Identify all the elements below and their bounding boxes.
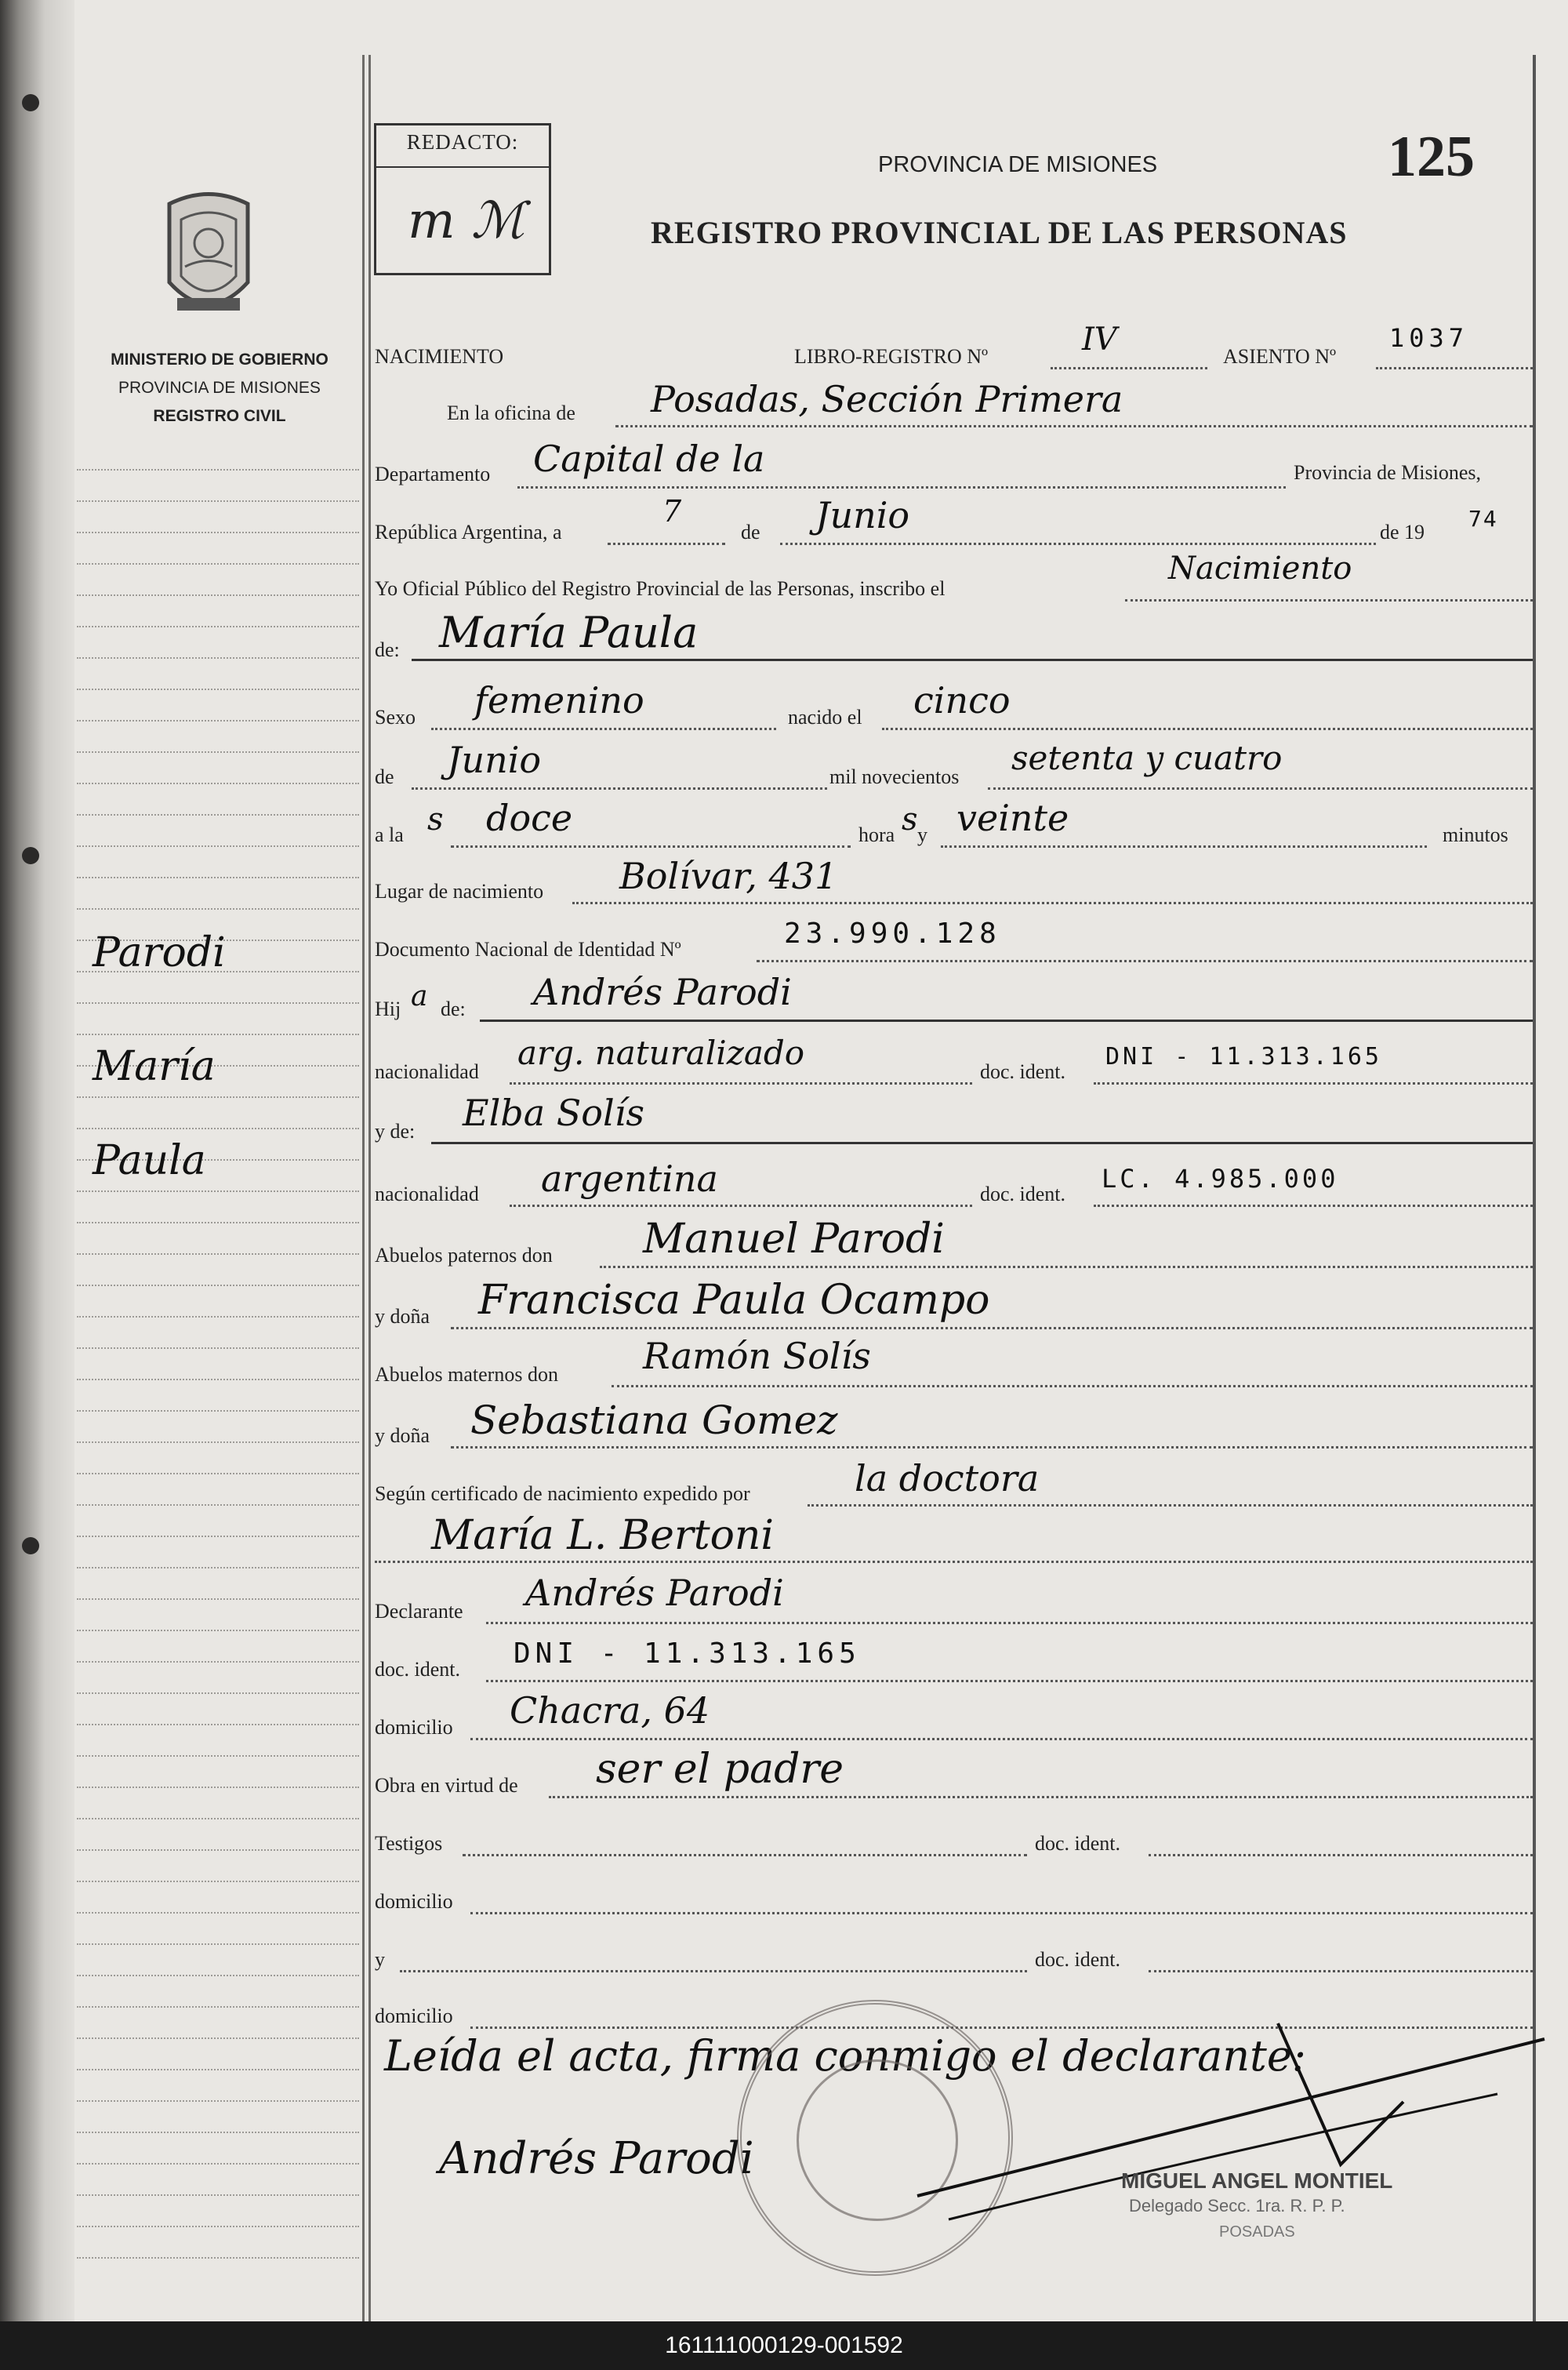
libro-value: IV <box>1082 322 1117 358</box>
libro-label: LIBRO-REGISTRO Nº <box>794 345 989 368</box>
mother-name-value: Elba Solís <box>463 1092 645 1134</box>
departamento-value: Capital de la <box>533 438 765 480</box>
docid-label: doc. ident. <box>980 1060 1066 1083</box>
ministry-name: MINISTERIO DE GOBIERNO <box>111 351 328 369</box>
sexo-label: Sexo <box>375 706 416 729</box>
nac2-label: nacionalidad <box>375 1183 479 1205</box>
hij-de-label: de: <box>441 998 466 1020</box>
ala-label: a la <box>375 823 404 846</box>
margin-first-name: María <box>93 1043 216 1090</box>
nac2-value: argentina <box>541 1158 718 1200</box>
cert-value: la doctora <box>855 1457 1040 1499</box>
horas-suffix: s <box>902 802 918 838</box>
decl-doc-value: DNI - 11.313.165 <box>514 1638 861 1670</box>
margin-ledger-lines <box>77 439 359 2259</box>
declarant-signature: Andrés Parodi <box>439 2133 754 2184</box>
declarante-label: Declarante <box>375 1600 463 1623</box>
binding-hole <box>22 847 39 864</box>
minutos-value: veinte <box>956 797 1069 839</box>
declarante-value: Andrés Parodi <box>525 1572 784 1614</box>
sexo-value: femenino <box>474 679 644 722</box>
child-name-value: María Paula <box>439 608 699 657</box>
nacido-value: cinco <box>913 679 1011 722</box>
oficina-label: En la oficina de <box>447 402 575 424</box>
mil-label: mil novecientos <box>829 765 960 788</box>
obra-value: ser el padre <box>596 1746 844 1793</box>
cert-value-2: María L. Bertoni <box>431 1512 775 1559</box>
ydona1-label: y doña <box>375 1305 430 1328</box>
father-doc-value: DNI - 11.313.165 <box>1105 1043 1382 1070</box>
obra-label: Obra en virtud de <box>375 1774 518 1797</box>
mother-doc-value: LC. 4.985.000 <box>1102 1164 1339 1194</box>
lugar-label: Lugar de nacimiento <box>375 880 544 903</box>
ministry-province: PROVINCIA DE MISIONES <box>118 379 321 397</box>
lugar-value: Bolívar, 431 <box>619 855 838 897</box>
anio-texto-value: setenta y cuatro <box>1011 739 1283 777</box>
y2-label: y <box>375 1948 385 1971</box>
official-role: Delegado Secc. 1ra. R. P. P. <box>1129 2196 1345 2216</box>
minutos-label: minutos <box>1443 823 1508 846</box>
redacto-box <box>374 123 551 275</box>
ab-pat2-value: Francisca Paula Ocampo <box>478 1277 990 1324</box>
oficina-value: Posadas, Sección Primera <box>651 378 1123 420</box>
nac1-label: nacionalidad <box>375 1060 479 1083</box>
province-title: PROVINCIA DE MISIONES <box>878 152 1158 177</box>
ministry-civil-registry: REGISTRO CIVIL <box>153 407 286 425</box>
nombre-de-label: de: <box>375 638 400 661</box>
official-place: POSADAS <box>1219 2223 1295 2241</box>
departamento-label: Departamento <box>375 463 491 485</box>
dom3-label: domicilio <box>375 2005 453 2027</box>
cert-label: Según certificado de nacimiento expedido por <box>375 1482 750 1505</box>
image-id-footer: 161111000129-001592 <box>0 2321 1568 2370</box>
domicilio-label: domicilio <box>375 1716 453 1739</box>
oficial-label: Yo Oficial Público del Registro Provincial de las Personas, inscribo el <box>375 577 946 600</box>
margin-rule <box>368 55 371 2321</box>
oficial-value: Nacimiento <box>1168 551 1352 587</box>
day-value: 7 <box>662 494 682 529</box>
dni-value: 23.990.128 <box>784 918 1001 950</box>
testigos-label: Testigos <box>375 1832 443 1855</box>
right-edge <box>1533 55 1536 2321</box>
de-label: de <box>741 521 760 543</box>
closing-statement: Leída el acta, firma conmigo el declarante: <box>384 2031 1306 2081</box>
ala-value: s <box>427 802 444 838</box>
binding-hole <box>22 1537 39 1554</box>
year-prefix-label: de 19 <box>1380 521 1425 543</box>
dni-label: Documento Nacional de Identidad Nº <box>375 938 681 961</box>
registry-title: REGISTRO PROVINCIAL DE LAS PERSONAS <box>651 215 1348 250</box>
official-name: MIGUEL ANGEL MONTIEL <box>1121 2168 1393 2193</box>
decl-doc-label: doc. ident. <box>375 1658 461 1681</box>
margin-rule <box>362 55 365 2321</box>
ab-mat-value: Ramón Solís <box>643 1335 871 1377</box>
ab-pat-value: Manuel Parodi <box>643 1216 945 1263</box>
father-name-value: Andrés Parodi <box>533 971 792 1013</box>
margin-surname: Parodi <box>93 929 226 976</box>
ab-mat-label: Abuelos maternos don <box>375 1363 558 1386</box>
domicilio-value: Chacra, 64 <box>510 1689 710 1732</box>
hij-label: Hij <box>375 998 401 1020</box>
asiento-label: ASIENTO Nº <box>1223 345 1337 368</box>
ab-pat-label: Abuelos paternos don <box>375 1244 553 1267</box>
dom2-label: domicilio <box>375 1890 453 1913</box>
record-type-label: NACIMIENTO <box>375 345 504 368</box>
republica-label: República Argentina, a <box>375 521 562 543</box>
provincia-label: Provincia de Misiones, <box>1294 461 1482 484</box>
year-value: 74 <box>1468 506 1498 532</box>
ydona2-label: y doña <box>375 1424 430 1447</box>
nac1-value: arg. naturalizado <box>517 1034 805 1072</box>
hij-suffix: a <box>411 980 428 1012</box>
margin-middle-name: Paula <box>93 1137 206 1184</box>
testigos-doc2-label: doc. ident. <box>1035 1948 1121 1971</box>
book-binding <box>0 0 74 2321</box>
horas-label: hora <box>858 823 895 846</box>
asiento-value: 1037 <box>1389 323 1469 353</box>
yde-label: y de: <box>375 1120 416 1143</box>
mes2-value: Junio <box>447 739 542 781</box>
folio-number: 125 <box>1388 125 1475 189</box>
coat-of-arms-emblem <box>154 188 263 329</box>
de-mes-label: de <box>375 765 394 788</box>
testigos-doc-label: doc. ident. <box>1035 1832 1121 1855</box>
horas-value: doce <box>486 797 573 839</box>
month-value: Junio <box>815 494 910 536</box>
nacido-label: nacido el <box>788 706 862 729</box>
redacto-initials: m ℳ <box>408 192 525 250</box>
docid2-label: doc. ident. <box>980 1183 1066 1205</box>
binding-hole <box>22 94 39 111</box>
y-label: y <box>917 823 927 846</box>
redacto-label: REDACTO: <box>406 130 519 154</box>
ab-mat2-value: Sebastiana Gomez <box>470 1398 838 1443</box>
